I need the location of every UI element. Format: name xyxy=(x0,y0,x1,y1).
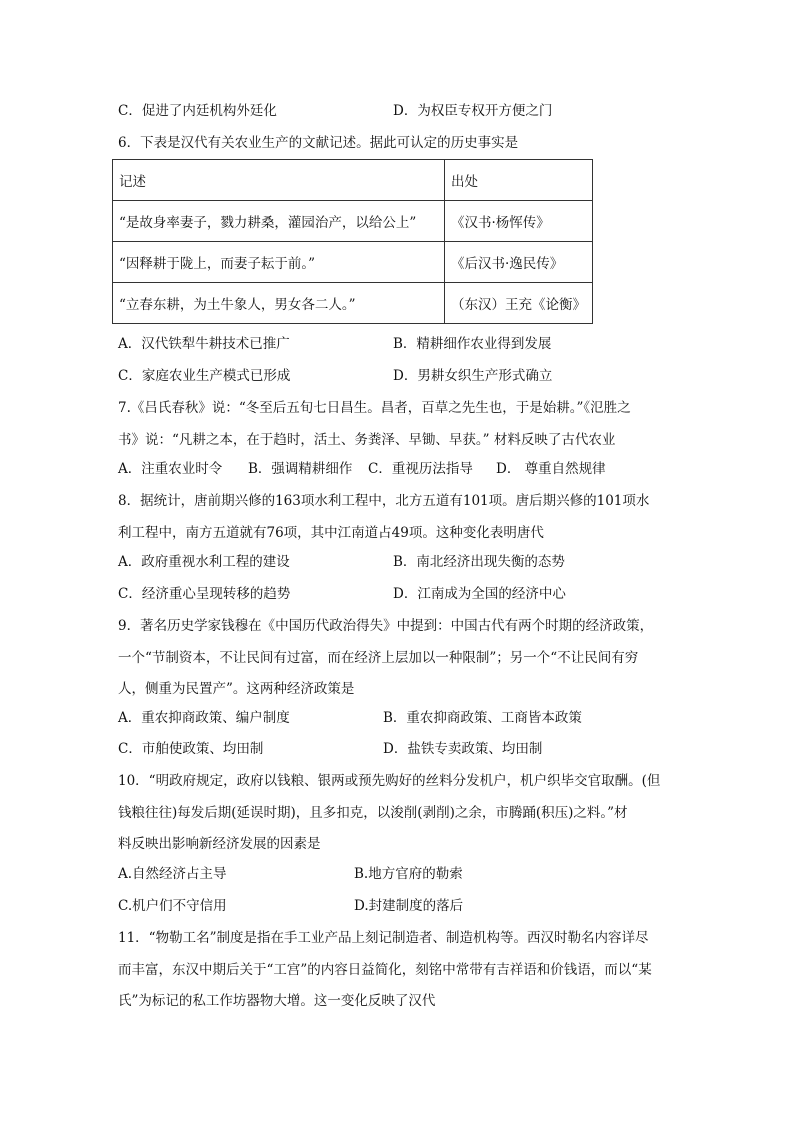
q9-stem-line: 人，侧重为民置产”。这两种经济政策是 xyxy=(118,681,355,697)
q10-stem-line: 料反映出影响新经济发展的因素是 xyxy=(118,836,321,852)
table-header-row xyxy=(113,160,593,201)
table-row xyxy=(113,242,593,283)
q10-stem-line: 钱粮往往)每发后期(延误时期)，且多扣克，以浚削(剥削)之余，市腾踊(积压)之料。”材 xyxy=(118,804,628,821)
q10-option-b[interactable]: B.地方官府的勒索 xyxy=(354,866,463,882)
q6-options-row xyxy=(118,334,678,354)
q9-options-row xyxy=(118,739,678,759)
table-header-cell: 出处 xyxy=(445,160,593,201)
q9-option-d[interactable]: D．盐铁专卖政策、均田制 xyxy=(383,741,543,757)
q8-option-c[interactable]: C．经济重心呈现转移的趋势 xyxy=(118,586,291,602)
q11-stem-line: 氏”为标记的私工作坊器物大增。这一变化反映了汉代 xyxy=(118,993,436,1009)
table-cell: 《汉书·杨恽传》 xyxy=(445,201,593,242)
q7-options-row xyxy=(118,459,678,479)
q10-option-c[interactable]: C.机户们不守信用 xyxy=(118,898,227,914)
q8-stem xyxy=(118,486,678,549)
q10-stem xyxy=(118,766,678,861)
q7-option-c[interactable]: C．重视历法指导 xyxy=(368,461,473,477)
q8-option-b[interactable]: B．南北经济出现失衡的态势 xyxy=(393,554,565,570)
q11-stem xyxy=(118,923,678,1018)
table-row xyxy=(113,201,593,242)
q10-option-d[interactable]: D.封建制度的落后 xyxy=(354,898,464,914)
q5-option-c[interactable]: C．促进了内廷机构外廷化 xyxy=(118,103,277,119)
q6-source-table xyxy=(112,159,593,324)
table-cell: “是故身率妻子，戮力耕桑，灌园治产，以给公上” xyxy=(113,201,445,242)
q11-stem-line: 而丰富，东汉中期后关于“工宫”的内容日益简化，刻铭中常带有吉祥语和价钱语，而以“某 xyxy=(118,961,652,978)
q9-stem xyxy=(118,611,678,706)
q7-option-b[interactable]: B．强调精耕细作 xyxy=(248,461,353,477)
q7-option-a[interactable]: A．注重农业时令 xyxy=(118,461,223,477)
q8-stem-line: 8．据统计，唐前期兴修的163项水利工程中，北方五道有101项。唐后期兴修的101项水 xyxy=(118,493,650,509)
q7-stem-line: 书》说：“凡耕之本，在于趋时，活土、务粪泽、早锄、早获。” 材料反映了古代农业 xyxy=(118,431,616,448)
q6-option-b[interactable]: B．精耕细作农业得到发展 xyxy=(393,336,552,352)
q9-option-b[interactable]: B．重农抑商政策、工商皆本政策 xyxy=(383,710,582,726)
q10-stem-line: 10．“明政府规定，政府以钱粮、银两或预先购好的丝料分发机户，机户织毕交官取酬。(但 xyxy=(118,773,661,789)
q10-options-row xyxy=(118,864,678,884)
q8-stem-line: 利工程中，南方五道就有76项，其中江南道占49项。这种变化表明唐代 xyxy=(118,524,544,541)
q5-option-d[interactable]: D．为权臣专权开方便之门 xyxy=(393,103,553,119)
table-cell: （东汉）王充《论衡》 xyxy=(445,283,593,324)
q9-options-row xyxy=(118,708,678,728)
q8-options-row xyxy=(118,584,678,604)
q8-option-a[interactable]: A．政府重视水利工程的建设 xyxy=(118,554,290,570)
q7-stem-line: 7.《吕氏春秋》说：“冬至后五旬七日昌生。昌者，百草之先生也，于是始耕。”《氾胜之 xyxy=(118,400,631,416)
table-header-cell: 记述 xyxy=(113,160,445,201)
table-row xyxy=(113,283,593,324)
q10-option-a[interactable]: A.自然经济占主导 xyxy=(118,866,227,882)
q7-option-d[interactable]: D． 尊重自然规律 xyxy=(496,461,606,477)
q6-option-c[interactable]: C．家庭农业生产模式已形成 xyxy=(118,368,291,384)
table-cell: “因释耕于陇上，而妻子耘于前。” xyxy=(113,242,445,283)
q7-stem xyxy=(118,393,678,456)
q5-options-row xyxy=(118,101,678,121)
q6-options-row xyxy=(118,366,678,386)
q6-option-d[interactable]: D．男耕女织生产形式确立 xyxy=(393,368,553,384)
q6-stem: 6．下表是汉代有关农业生产的文献记述。据此可认定的历史事实是 xyxy=(118,135,519,151)
q11-stem-line: 11．“物勒工名”制度是指在手工业产品上刻记制造者、制造机构等。西汉时勒名内容详尽 xyxy=(118,930,649,946)
q6-option-a[interactable]: A．汉代铁犁牛耕技术已推广 xyxy=(118,336,290,352)
q9-option-a[interactable]: A．重农抑商政策、编户制度 xyxy=(118,710,290,726)
q9-stem-line: 一个“节制资本，不让民间有过富，而在经济上层加以一种限制”；另一个“不让民间有穷 xyxy=(118,649,639,666)
q10-options-row xyxy=(118,896,678,916)
table-cell: “立春东耕，为土牛象人，男女各二人。” xyxy=(113,283,445,324)
table-cell: 《后汉书·逸民传》 xyxy=(445,242,593,283)
q9-stem-line: 9．著名历史学家钱穆在《中国历代政治得失》中提到：中国古代有两个时期的经济政策， xyxy=(118,618,654,634)
q8-option-d[interactable]: D．江南成为全国的经济中心 xyxy=(393,586,566,602)
q9-option-c[interactable]: C．市舶使政策、均田制 xyxy=(118,741,264,757)
q8-options-row xyxy=(118,552,678,572)
